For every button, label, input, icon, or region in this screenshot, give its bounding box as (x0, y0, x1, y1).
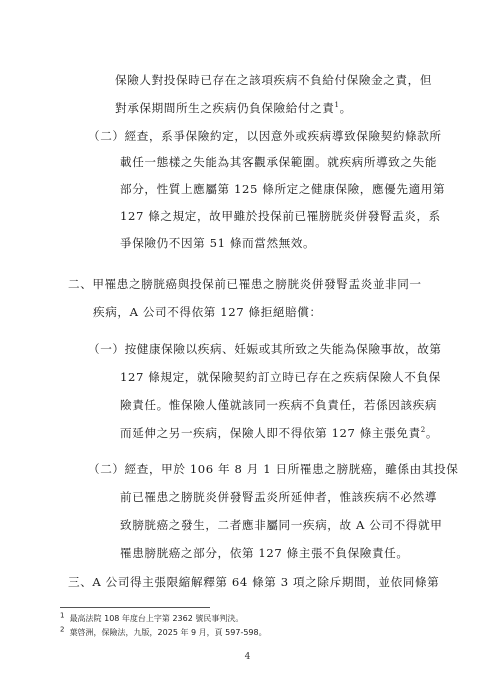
footnote-ref-2[interactable]: 2 (420, 426, 426, 435)
body-line-14: （二）經查，甲於 106 年 8 月 1 日所罹患之膀胱癌，雖係由其投保 (88, 462, 459, 476)
body-line-3: （二）經查，系爭保險約定，以因意外或疾病導致保險契約條款所 (88, 129, 442, 143)
body-line-17: 罹患膀胱癌之部分，依第 127 條主張不負保險責任。 (120, 546, 409, 560)
footnote-ref-1[interactable]: 1 (334, 101, 340, 110)
body-line-18: 三、A 公司得主張限縮解釋第 64 條第 3 項之除斥期間，並依同條第 (68, 575, 440, 589)
body-line-16: 致膀胱癌之發生，二者應非屬同一疾病，故 A 公司不得就甲 (120, 518, 443, 532)
body-line-2: 對承保期間所生之疾病仍負保險給付之責$^1$。 (115, 101, 352, 115)
page-number: 4 (244, 652, 251, 662)
body-line-8: 二、甲罹患之膀胱癌與投保前已罹患之膀胱炎併發腎盂炎並非同一 (68, 277, 422, 291)
body-line-4: 載任一態樣之失能為其客觀承保範圍。就疾病所導致之失能 (120, 155, 438, 169)
body-line-5: 部分，性質上應屬第 125 條所定之健康保險，應優先適用第 (120, 182, 446, 196)
body-line-12: 險責任。惟保險人僅就該同一疾病不負責任，若係因該疾病 (120, 398, 438, 412)
body-line-1: 保險人對投保時已存在之該項疾病不負給付保險金之責，但 (115, 73, 433, 87)
footnote-separator (60, 607, 210, 608)
body-line-9: 疾病，A 公司不得依第 127 條拒絕賠償： (93, 305, 322, 319)
footnote-text-1: 最高法院 108 年度台上字第 2362 號民事判決。 (69, 614, 244, 623)
body-line-10: （一）按健康保險以疾病、妊娠或其所致之失能為保險事故，故第 (88, 342, 442, 356)
footnote-text-2: 葉啓洲，保險法，九版，2025 年 9 月，頁 597-598。 (69, 628, 267, 637)
body-line-7: 爭保險仍不因第 51 條而當然無效。 (120, 236, 316, 250)
footnote-1 (60, 611, 244, 624)
footnote-number-1: 1 (60, 611, 65, 620)
body-line-13: 而延伸之另一疾病，保險人即不得依第 127 條主張免責$^2$。 (120, 426, 439, 440)
footnote-number-2: 2 (60, 625, 65, 634)
footnote-2 (60, 625, 267, 638)
body-line-15: 前已罹患之膀胱炎併發腎盂炎所延伸者，惟該疾病不必然導 (120, 490, 438, 504)
body-line-6: 127 條之規定，故甲雖於投保前已罹膀胱炎併發腎盂炎，系 (120, 209, 441, 223)
body-line-11: 127 條規定，就保險契約訂立時已存在之疾病保險人不負保 (120, 370, 441, 384)
